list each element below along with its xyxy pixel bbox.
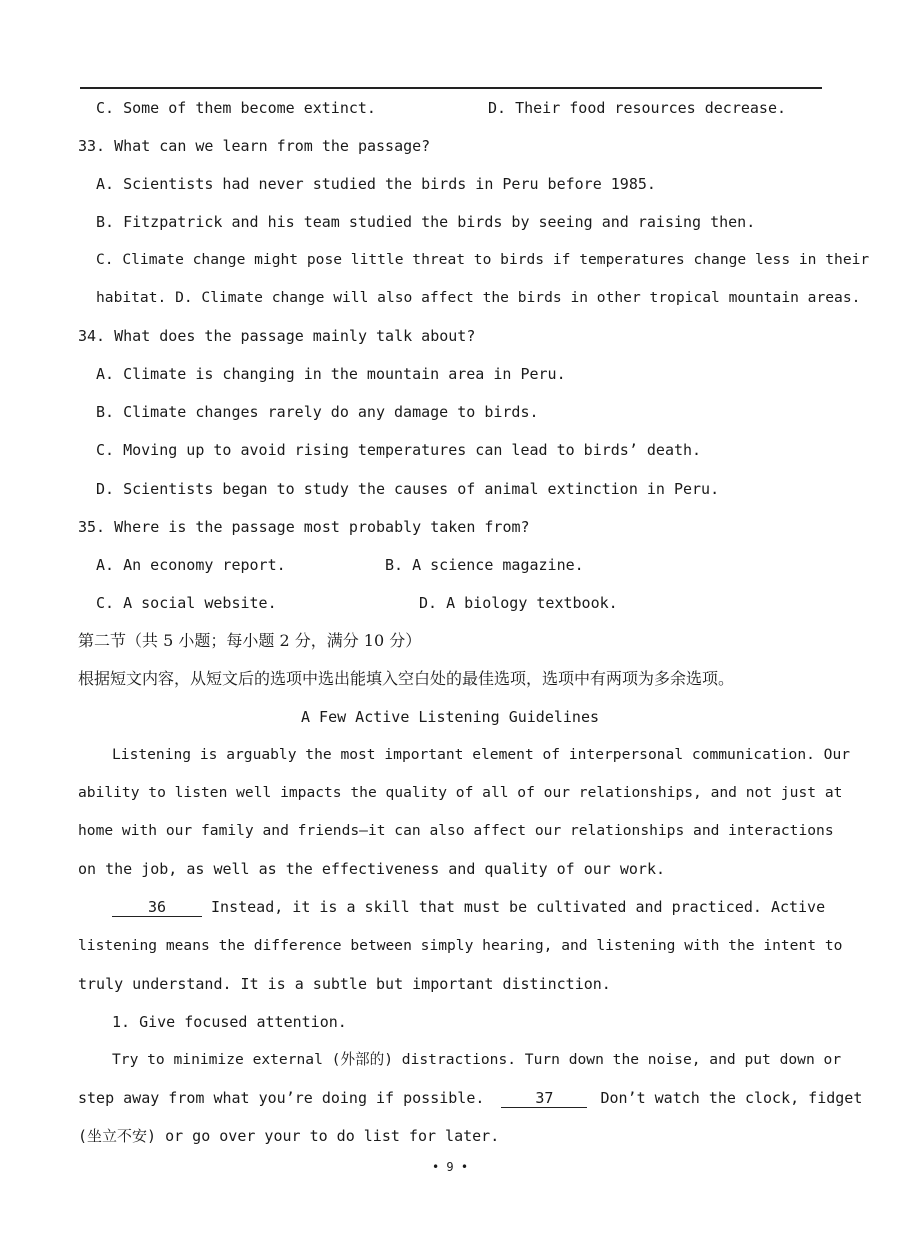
q33-option-c-cont: habitat. D. Climate change will also affect the birds in other tropical mountain areas. xyxy=(96,289,861,306)
paragraph-2-line-1 xyxy=(112,897,825,917)
q34-option-b: B. Climate changes rarely do any damage to birds. xyxy=(96,403,539,421)
paragraph-3-line-2-text-b: Don’t watch the clock, fidget xyxy=(600,1089,863,1107)
q35-option-b: B. A science magazine. xyxy=(385,556,584,574)
q32-option-d: D. Their food resources decrease. xyxy=(488,99,787,117)
paragraph-3-line-1: Try to minimize external (外部的) distractions. Turn down the noise, and put down or xyxy=(112,1051,842,1068)
paragraph-3-line-3: (坐立不安) or go over your to do list for later. xyxy=(78,1127,500,1145)
q35-option-c: C. A social website. xyxy=(96,594,277,612)
paragraph-3-line-2-text-a: step away from what you’re doing if possible. xyxy=(78,1089,485,1107)
q35-option-d: D. A biology textbook. xyxy=(419,594,618,612)
passage-title: A Few Active Listening Guidelines xyxy=(300,708,599,726)
section-instructions: 根据短文内容，从短文后的选项中选出能填入空白处的最佳选项，选项中有两项为多余选项。 xyxy=(78,669,735,688)
header-rule xyxy=(80,87,822,89)
paragraph-2-line-1-text: Instead, it is a skill that must be cultivated and practiced. Active xyxy=(211,898,826,916)
paragraph-1-line-2: ability to listen well impacts the quality of all of our relationships, and not just at xyxy=(78,784,843,801)
q34-option-d: D. Scientists began to study the causes of animal extinction in Peru. xyxy=(96,480,720,498)
section-heading: 第二节（共 5 小题；每小题 2 分，满分 10 分） xyxy=(78,631,422,650)
q34-option-c: C. Moving up to avoid rising temperatures can lead to birds’ death. xyxy=(96,441,702,459)
blank-37[interactable]: 37 xyxy=(501,1089,587,1108)
guideline-1-heading: 1. Give focused attention. xyxy=(112,1013,347,1031)
q35-option-a: A. An economy report. xyxy=(96,556,286,574)
blank-36[interactable]: 36 xyxy=(112,898,202,917)
q34-stem: 34. What does the passage mainly talk about? xyxy=(78,327,476,345)
q32-option-c: C. Some of them become extinct. xyxy=(96,99,376,117)
paragraph-1-line-1: Listening is arguably the most important element of interpersonal communication. Our xyxy=(112,746,851,763)
q34-option-a: A. Climate is changing in the mountain area in Peru. xyxy=(96,365,566,383)
q35-stem: 35. Where is the passage most probably taken from? xyxy=(78,518,530,536)
page-number: • 9 • xyxy=(431,1160,469,1174)
paragraph-2-line-3: truly understand. It is a subtle but important distinction. xyxy=(78,975,611,993)
q33-option-c: C. Climate change might pose little threat to birds if temperatures change less in their xyxy=(96,251,870,268)
paragraph-1-line-3: home with our family and friends—it can also affect our relationships and interactions xyxy=(78,822,834,839)
q33-option-b: B. Fitzpatrick and his team studied the birds by seeing and raising then. xyxy=(96,213,756,231)
paragraph-2-line-2: listening means the difference between simply hearing, and listening with the intent to xyxy=(78,937,843,954)
paragraph-3-line-2 xyxy=(78,1088,862,1108)
q33-stem: 33. What can we learn from the passage? xyxy=(78,137,431,155)
q33-option-a: A. Scientists had never studied the birds in Peru before 1985. xyxy=(96,175,656,193)
paragraph-1-line-4: on the job, as well as the effectiveness and quality of our work. xyxy=(78,860,665,878)
